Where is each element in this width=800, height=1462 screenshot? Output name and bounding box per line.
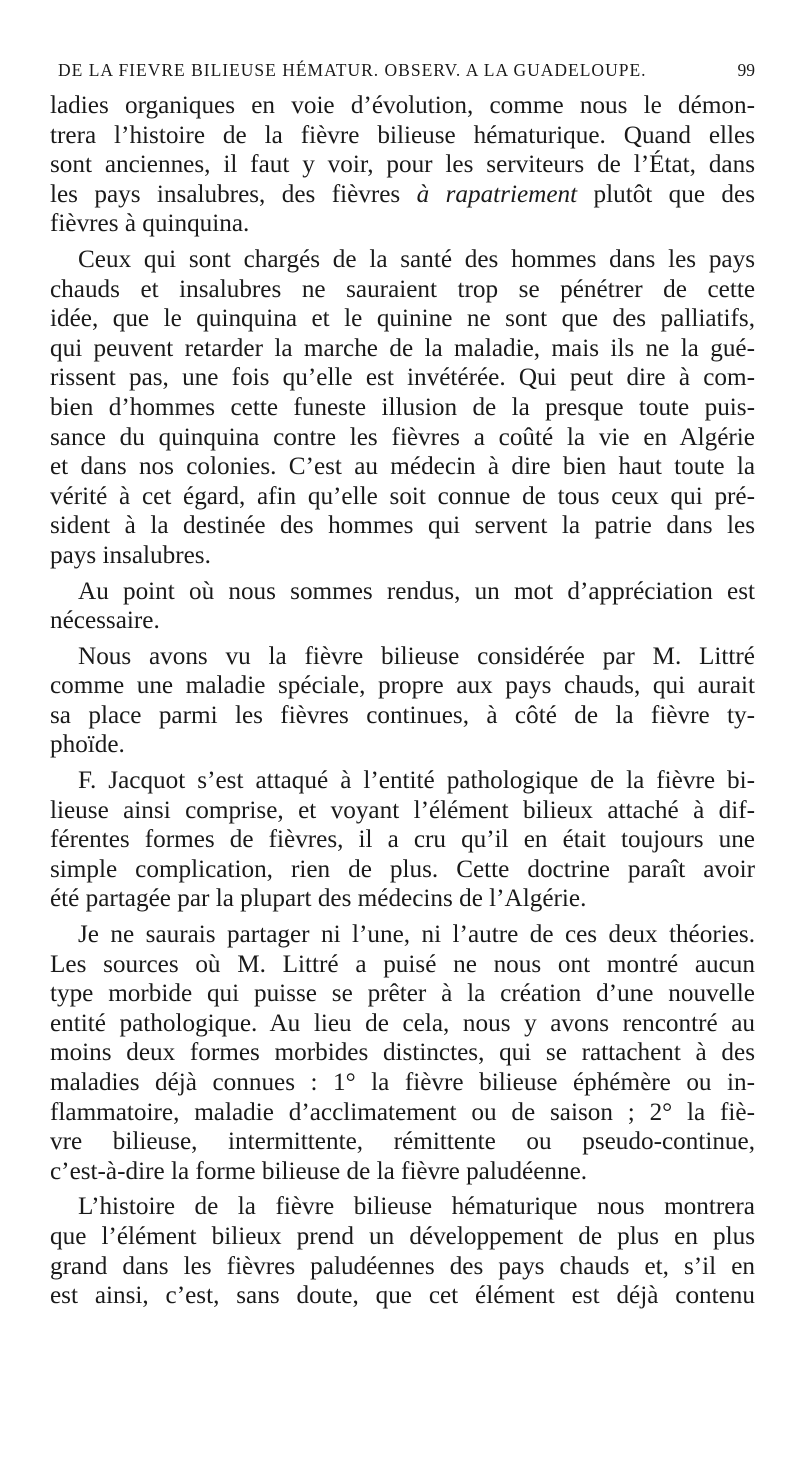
italic-phrase: à rapatriement [416, 180, 578, 208]
text-line: moins deux formes morbides distinctes, qui se rattachent à des [50, 1039, 755, 1067]
text-line: bien d’hommes cette funeste illusion de la presque toute puis- [50, 393, 755, 421]
paragraph-6 [50, 920, 755, 1186]
text-line: qui peuvent retarder la marche de la maladie, mais ils ne la gué- [50, 334, 755, 362]
paragraph-7 [50, 1192, 755, 1310]
running-title: DE LA FIEVRE BILIEUSE HÉMATUR. OBSERV. A LA GUADELOUPE. [58, 60, 647, 80]
text-line: vre bilieuse, intermittente, rémittente ou pseudo-continue, [50, 1128, 755, 1156]
text-line: Nous avons vu la fièvre bilieuse considérée par M. Littré [78, 642, 755, 670]
text-line: lieuse ainsi comprise, et voyant l’élément bilieux attaché à dif- [50, 796, 755, 824]
text-line: Je ne saurais partager ni l’une, ni l’autre de ces deux théories. [78, 921, 755, 949]
paragraph-4 [50, 642, 755, 760]
text-line: Au point où nous sommes rendus, un mot d’appréciation est [78, 577, 755, 605]
text-line: sident à la destinée des hommes qui servent la patrie dans les [50, 512, 755, 540]
text-line: et dans nos colonies. C’est au médecin à dire bien haut toute la [50, 453, 755, 481]
text-line: entité pathologique. Au lieu de cela, nous y avons rencontré au [50, 1009, 755, 1037]
text-line: férentes formes de fièvres, il a cru qu’il en était toujours une [50, 826, 755, 854]
paragraph-2 [50, 245, 755, 571]
document-page [50, 60, 755, 1311]
text-line: simple complication, rien de plus. Cette doctrine paraît avoir [50, 855, 755, 883]
text-line: chauds et insalubres ne sauraient trop se pénétrer de cette [50, 275, 755, 303]
text-line: L’histoire de la fièvre bilieuse hématurique nous montrera [78, 1193, 755, 1221]
text-line: fièvres à quinquina. [50, 210, 250, 238]
text-line: ladies organiques en voie d’évolution, comme nous le démon- [50, 92, 755, 119]
text-line: phoïde. [50, 731, 125, 759]
text-line: nécessaire. [50, 607, 160, 635]
text-line: sa place parmi les fièvres continues, à côté de la fièvre ty- [50, 701, 755, 729]
text-line: que l’élément bilieux prend un développement de plus en plus [50, 1222, 755, 1250]
page-number: 99 [737, 60, 755, 80]
text-line: été partagée par la plupart des médecins de l’Algérie. [50, 885, 587, 913]
text-line-with-italic [50, 180, 755, 210]
text-line: F. Jacquot s’est attaqué à l’entité pathologique de la fièvre bi- [78, 767, 755, 795]
text-line: sance du quinquina contre les fièvres a coûté la vie en Algérie [50, 423, 755, 451]
text-line: c’est-à-dire la forme bilieuse de la fièvre paludéenne. [50, 1157, 588, 1185]
text-line: vérité à cet égard, afin qu’elle soit connue de tous ceux qui pré- [50, 482, 755, 510]
text-line: flammatoire, maladie d’acclimatement ou de saison ; 2° la fiè- [50, 1098, 755, 1126]
text-line: maladies déjà connues : 1° la fièvre bilieuse éphémère ou in- [50, 1069, 755, 1096]
text-line: est ainsi, c’est, sans doute, que cet élément est déjà contenu [50, 1282, 755, 1310]
text-line: trera l’histoire de la fièvre bilieuse hématurique. Quand elles [50, 121, 755, 149]
running-header [50, 60, 755, 81]
text-line: idée, que le quinquina et le quinine ne sont que des palliatifs, [50, 305, 755, 333]
text-line: pays insalubres. [50, 541, 211, 569]
text-line: sont anciennes, il faut y voir, pour les serviteurs de l’État, dans [50, 151, 755, 179]
text-line: comme une maladie spéciale, propre aux pays chauds, qui aurait [50, 672, 755, 700]
text-line: grand dans les fièvres paludéennes des pays chauds et, s’il en [50, 1252, 755, 1280]
text-line: rissent pas, une fois qu’elle est invétérée. Qui peut dire à com- [50, 364, 755, 392]
text-line: type morbide qui puisse se prêter à la création d’une nouvelle [50, 980, 755, 1008]
text-run: les pays insalubres, des fièvres [50, 180, 417, 208]
paragraph-3 [50, 577, 755, 636]
text-line: Ceux qui sont chargés de la santé des hommes dans les pays [78, 245, 755, 273]
paragraph-1 [50, 91, 755, 239]
text-line: Les sources où M. Littré a puisé ne nous ont montré aucun [50, 950, 755, 978]
text-run: plutôt que des [577, 180, 755, 208]
paragraph-5 [50, 766, 755, 914]
